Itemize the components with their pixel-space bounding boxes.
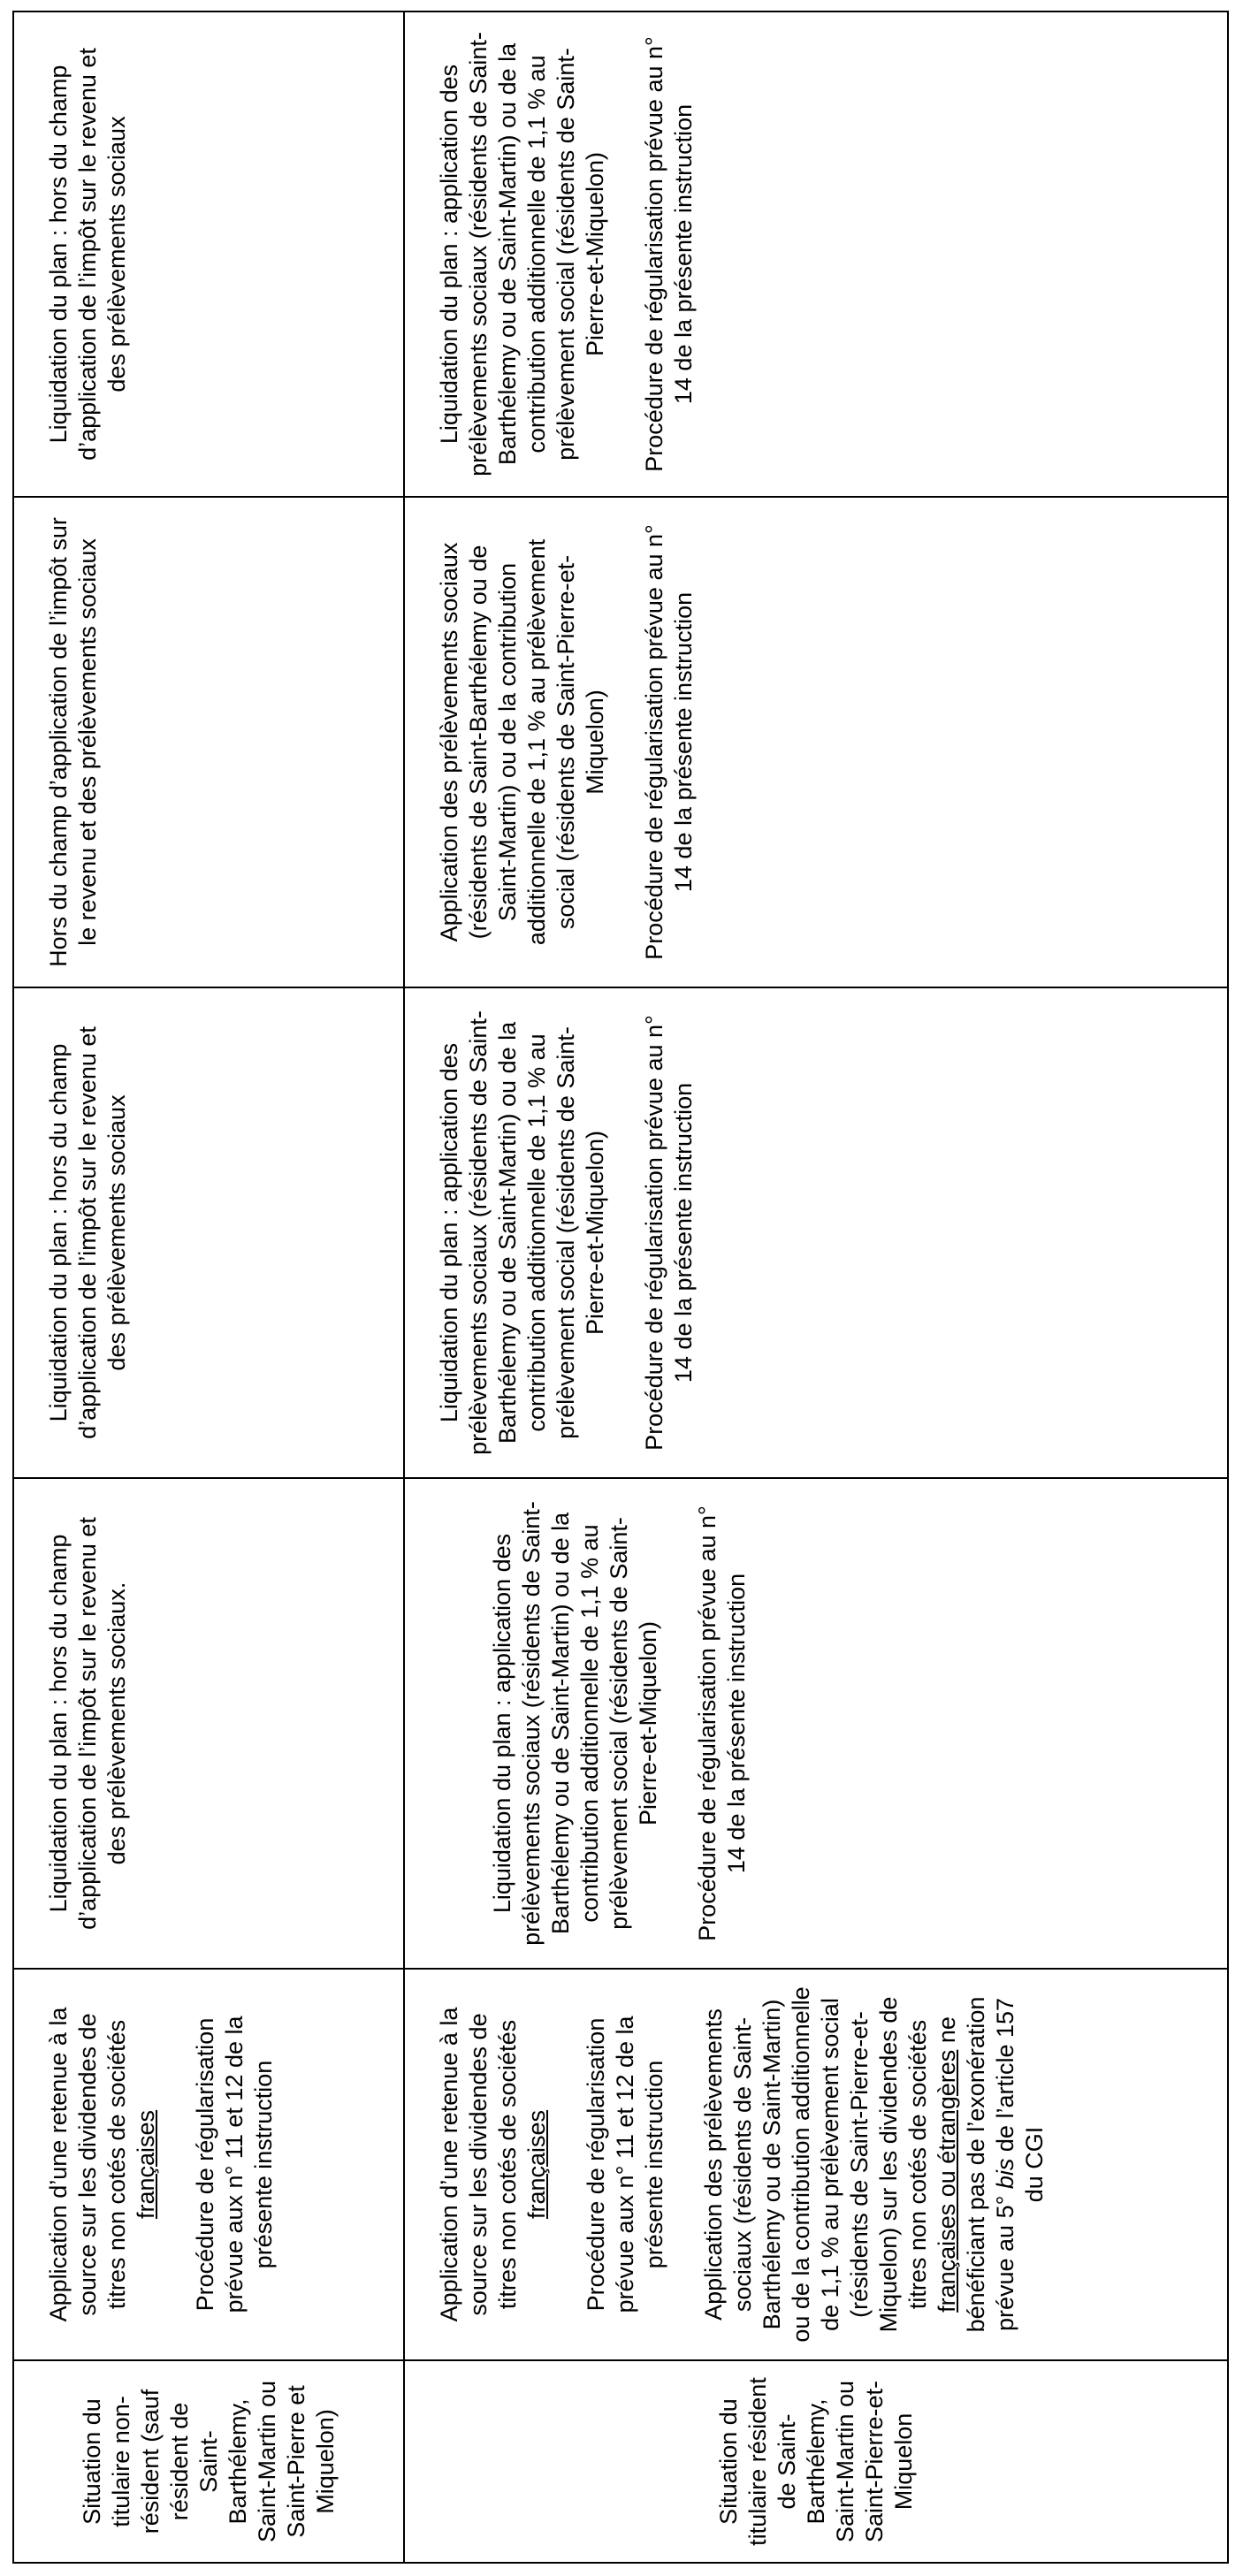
table-cell — [404, 497, 1228, 987]
row-label-text: Situation du titulaire résident de Saint-Barthélemy, Saint-Martin ou Saint-Pierre-et-Miquelon — [714, 2377, 917, 2546]
cell-paragraph: Application d’une retenue à la source sur les dividendes de titres non cotés de sociétés françaises — [436, 2007, 550, 2322]
cell-paragraph: Liquidation du plan : application des prélèvements sociaux (résidents de Saint-Barthélemy ou de Saint-Martin) ou de la contribution additionnelle de 1,1 % au prélèvement social (résidents de Saint-Pierre-et-Miquelon) — [436, 1010, 608, 1455]
table-cell — [13, 11, 404, 497]
cell-paragraph: Hors du champ d’application de l’impôt sur le revenu et des prélèvements sociaux — [45, 517, 101, 967]
cell-paragraph: Liquidation du plan : application des prélèvements sociaux (résidents de Saint-Barthélemy ou de Saint-Martin) ou de la contribution additionnelle de 1,1 % au prélèvement social (résidents de Saint-Pierre-et-Miquelon) — [436, 32, 608, 476]
row-label-non-resident — [13, 2360, 404, 2563]
table-cell — [13, 987, 404, 1478]
cell-paragraph: Procédure de régularisation prévue au n° 14 de la présente instruction — [641, 1015, 697, 1451]
cell-paragraph: Procédure de régularisation prévue au n° 14 de la présente instruction — [694, 1505, 750, 1941]
underlined-text: françaises — [133, 2109, 159, 2220]
table-cell — [404, 11, 1228, 497]
table-cell — [13, 1969, 404, 2360]
underlined-text: françaises ou étrangères — [934, 2049, 960, 2313]
table-cell — [404, 1478, 1228, 1969]
table-row-non-resident — [13, 11, 404, 2563]
table-cell — [404, 1969, 1228, 2360]
row-label-text: Situation du titulaire non-résident (sauf résident de Saint-Barthélemy, Saint-Martin ou Saint-Pierre et Miquelon) — [78, 2380, 339, 2543]
tax-situation-table — [12, 11, 1229, 2564]
cell-paragraph: Application des prélèvements sociaux (résidents de Saint-Barthélemy ou de Saint-Martin) ou de la contribution additionnelle de 1,1 % au prélèvement social (résidents de Saint-Pierre-et-Miquelon) sur les dividendes de titres non cotés de sociétés françaises ou étrangères ne bénéficiant pas de l’exonération prévue au 5° bis de l’article 157 du CGI — [700, 1986, 1048, 2343]
cell-paragraph: Liquidation du plan : hors du champ d’application de l’impôt sur le revenu et des prélèvements sociaux — [45, 1026, 130, 1439]
cell-paragraph: Application des prélèvements sociaux (résidents de Saint-Barthélemy ou de Saint-Martin) ou de la contribution additionnelle de 1,1 % au prélèvement social (résidents de Saint-Pierre-et-Miquelon) — [436, 538, 608, 946]
cell-paragraph: Procédure de régularisation prévue au n° 14 de la présente instruction — [641, 524, 697, 960]
cell-paragraph: Liquidation du plan : hors du champ d’application de l’impôt sur le revenu et des prélèvements sociaux. — [45, 1517, 130, 1930]
table-cell — [13, 1478, 404, 1969]
table-cell — [404, 987, 1228, 1478]
cell-paragraph: Procédure de régularisation prévue au n° 14 de la présente instruction — [641, 36, 697, 472]
cell-paragraph: Application d’une retenue à la source sur les dividendes de titres non cotés de sociétés françaises — [45, 2007, 159, 2322]
table-row-resident — [404, 11, 1228, 2563]
underlined-text: françaises — [523, 2109, 550, 2220]
row-label-resident — [404, 2360, 1228, 2563]
cell-paragraph: Procédure de régularisation prévue aux n° 11 et 12 de la présente instruction — [192, 2016, 277, 2313]
table-cell — [13, 497, 404, 987]
italic-text: bis — [992, 2158, 1018, 2190]
cell-paragraph: Liquidation du plan : hors du champ d’application de l’impôt sur le revenu et des prélèvements sociaux — [45, 48, 130, 461]
cell-paragraph: Liquidation du plan : application des prélèvements sociaux (résidents de Saint-Barthélemy ou de Saint-Martin) ou de la contribution additionnelle de 1,1 % au prélèvement social (résidents de Saint-Pierre-et-Miquelon) — [489, 1501, 661, 1946]
cell-paragraph: Procédure de régularisation prévue aux n° 11 et 12 de la présente instruction — [583, 2016, 667, 2313]
